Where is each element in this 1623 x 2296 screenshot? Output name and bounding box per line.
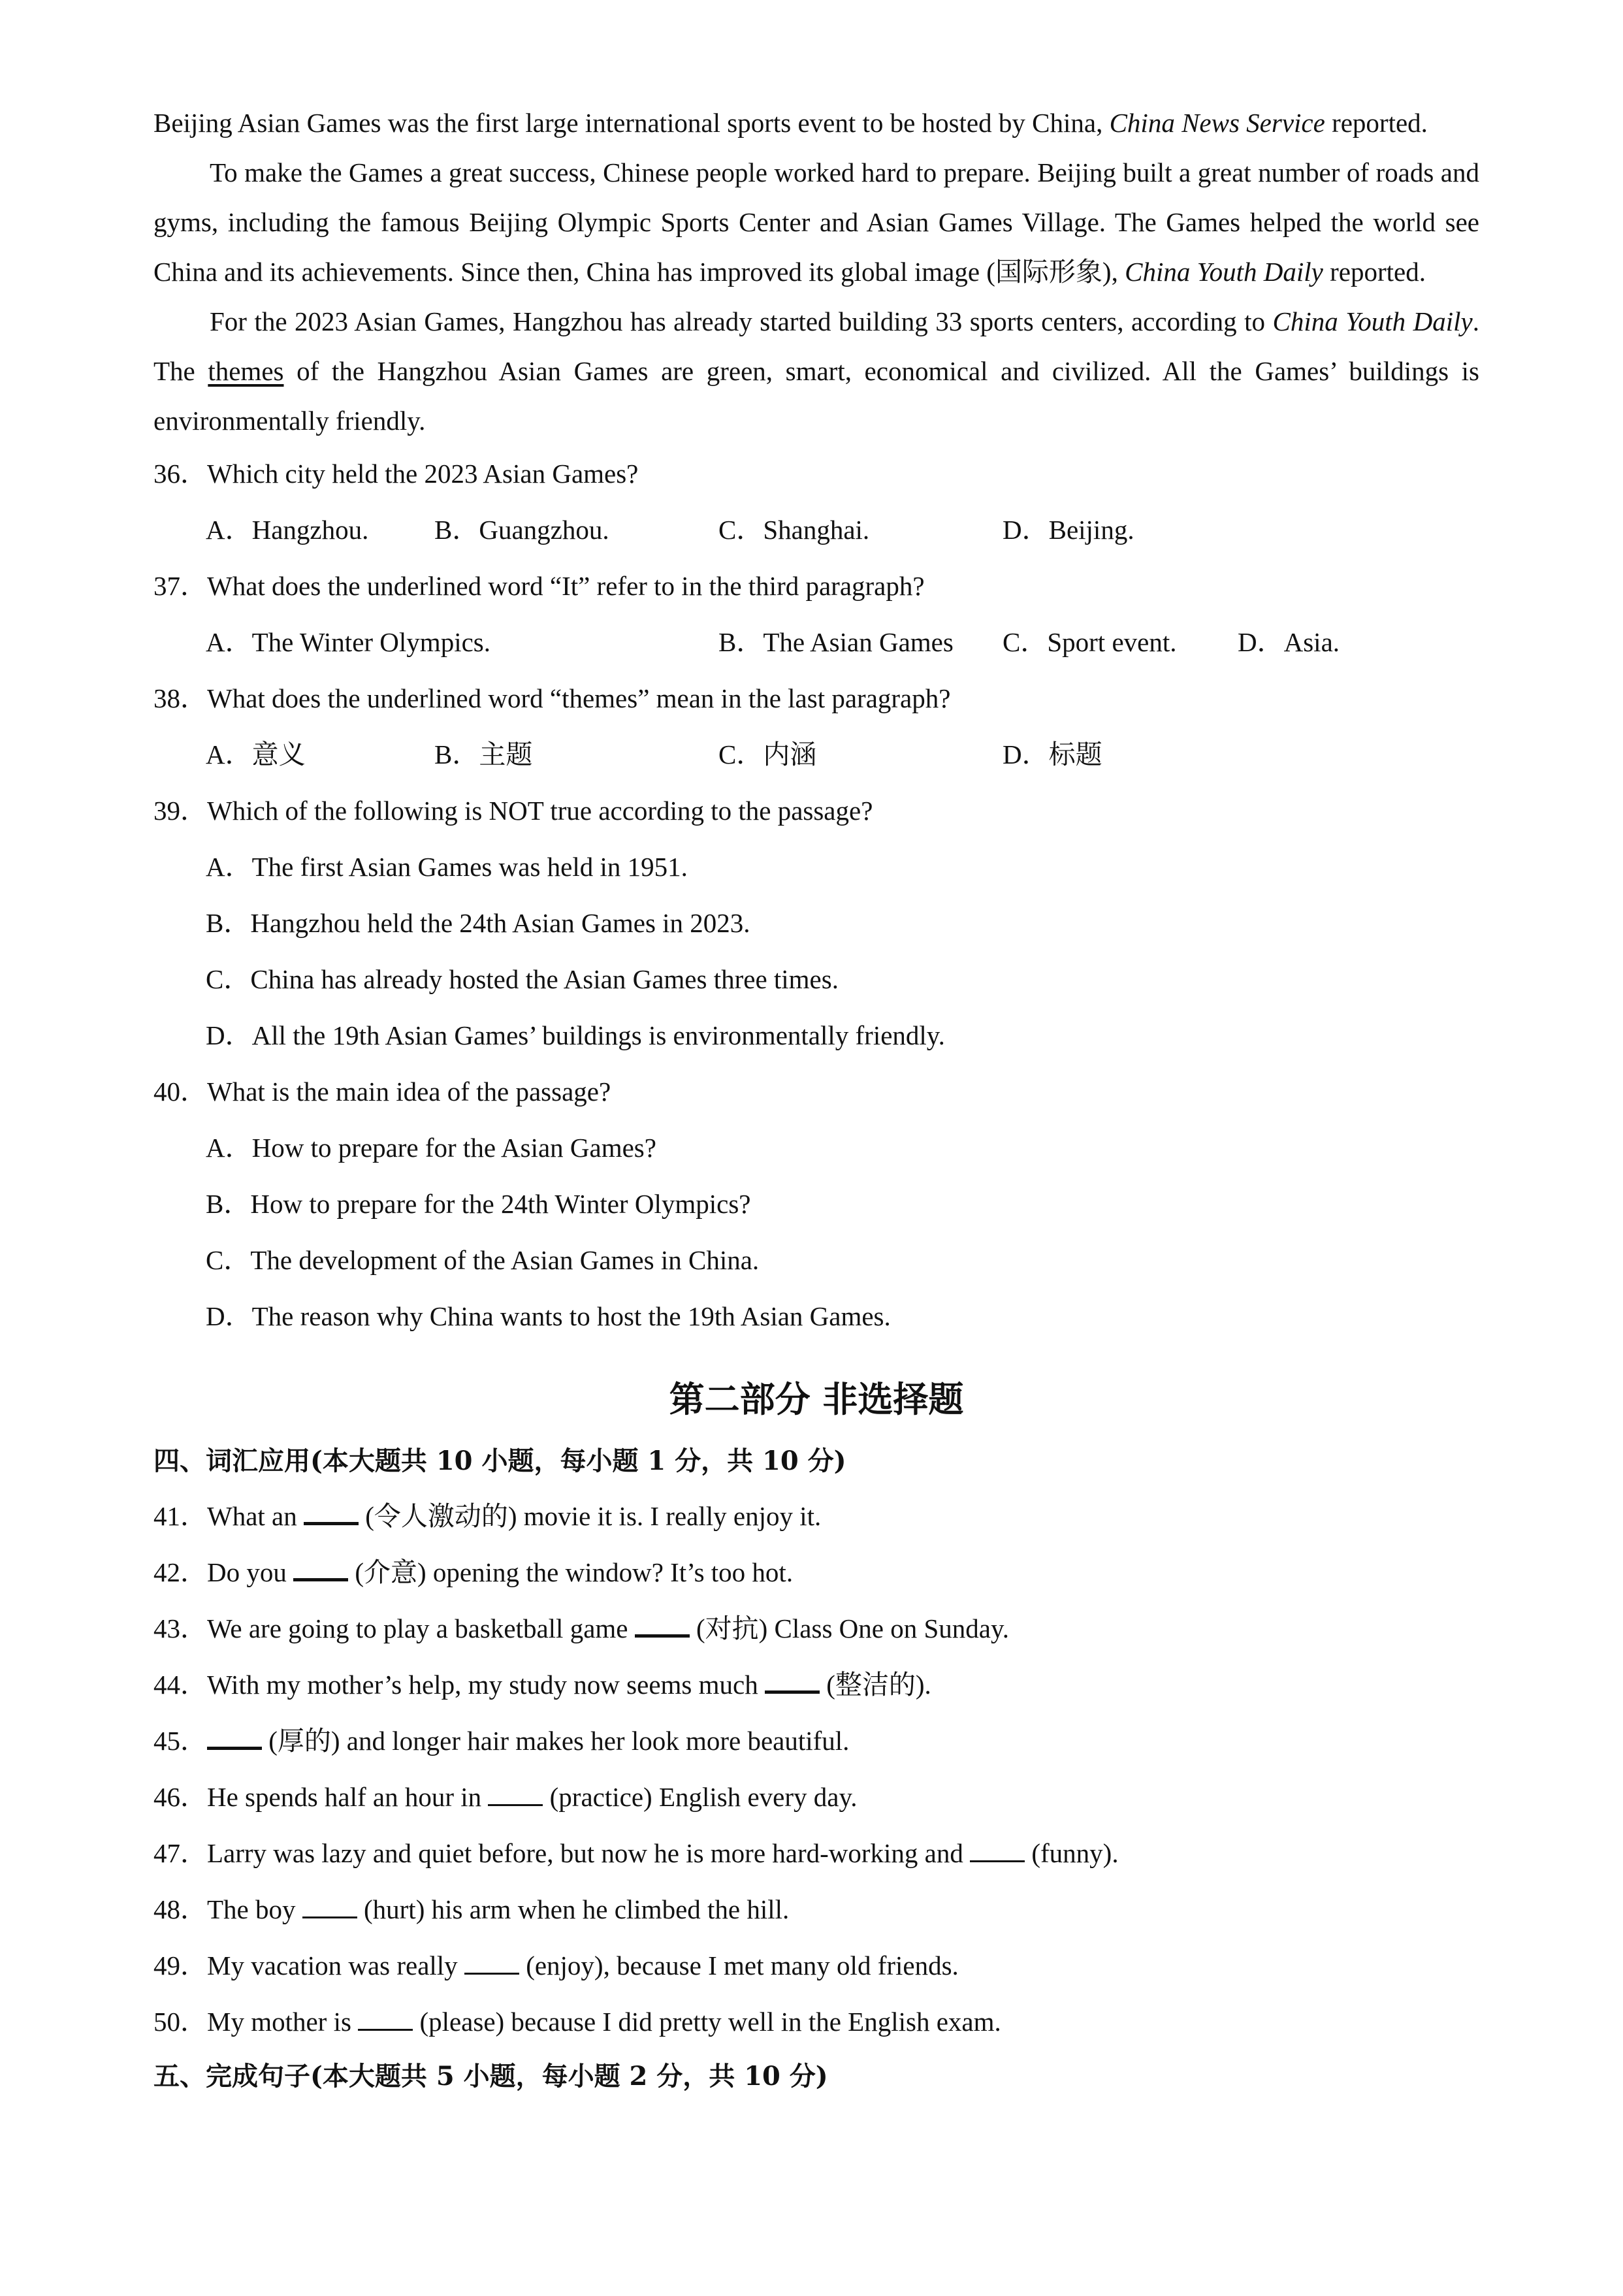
options-38 — [153, 726, 1479, 783]
answer-blank[interactable] — [302, 1892, 357, 1918]
passage-text: reported. — [1325, 108, 1428, 138]
question-text: 47．Larry was lazy and quiet before, but now he is more hard-working and — [153, 1838, 971, 1868]
passage-text: of the Hangzhou Asian Games are green, smart, economical and civilized. All the Games’ buildings is environmentally friendly. — [153, 356, 1479, 436]
source-name: China News Service — [1109, 108, 1325, 138]
option-d: D．Asia. — [1238, 627, 1340, 657]
question-37: 37．What does the underlined word “It” refer to in the third paragraph? — [153, 571, 925, 601]
vocab-question-41 — [153, 1488, 1479, 1544]
vocab-question-50 — [153, 1994, 1479, 2050]
option-d: D．Beijing. — [1003, 515, 1134, 545]
option-c: C．China has already hosted the Asian Games three times. — [206, 964, 839, 994]
answer-blank[interactable] — [304, 1497, 359, 1525]
option-b: B．How to prepare for the 24th Winter Olympics? — [206, 1189, 751, 1219]
question-text: 45． — [153, 1726, 207, 1756]
option-d: D．All the 19th Asian Games’ buildings is environmentally friendly. — [206, 1020, 945, 1050]
options-37 — [153, 614, 1479, 670]
passage-paragraph-3 — [153, 297, 1479, 445]
option-c: C．The development of the Asian Games in China. — [206, 1245, 760, 1275]
source-name: China Youth Daily — [1272, 306, 1473, 336]
part-two-title: 第二部分 非选择题 — [669, 1379, 964, 1420]
answer-blank[interactable] — [464, 1948, 519, 1975]
source-name: China Youth Daily — [1125, 257, 1323, 287]
option-a: A．How to prepare for the Asian Games? — [206, 1133, 656, 1163]
vocab-question-43 — [153, 1600, 1479, 1657]
underlined-word: themes — [208, 356, 284, 386]
question-text: 41．What an — [153, 1501, 304, 1531]
vocab-question-44 — [153, 1657, 1479, 1713]
question-text: 43．We are going to play a basketball game — [153, 1613, 635, 1643]
question-text: (整洁的). — [819, 1670, 931, 1700]
option-c: C．Shanghai. — [718, 515, 870, 545]
section-5-title: 五、完成句子(本大题共 5 小题，每小题 2 分，共 10 分) — [153, 2061, 828, 2092]
section-4-title: 四、词汇应用(本大题共 10 小题，每小题 1 分，共 10 分) — [153, 1446, 846, 1476]
question-text: 44．With my mother’s help, my study now seems much — [153, 1670, 765, 1700]
option-a: A．意义 — [206, 739, 306, 769]
passage-paragraph-1 — [153, 98, 1479, 148]
answer-blank[interactable] — [765, 1666, 820, 1694]
option-c: C．Sport event. — [1003, 627, 1177, 657]
question-text: (practice) English every day. — [543, 1782, 858, 1812]
answer-blank[interactable] — [635, 1609, 690, 1638]
answer-blank[interactable] — [207, 1722, 262, 1750]
passage-paragraph-2 — [153, 148, 1479, 297]
vocab-question-42 — [153, 1544, 1479, 1600]
vocab-question-45 — [153, 1713, 1479, 1769]
question-text: 42．Do you — [153, 1557, 294, 1587]
question-38: 38．What does the underlined word “themes” mean in the last paragraph? — [153, 683, 951, 713]
option-b: B．主题 — [434, 739, 533, 769]
vocab-question-48 — [153, 1881, 1479, 1937]
vocab-question-49 — [153, 1937, 1479, 1994]
passage-text: . The — [153, 306, 1479, 386]
question-text: 50．My mother is — [153, 2007, 359, 2037]
passage-text: Beijing Asian Games was the first large international sports event to be hosted by China, — [153, 108, 1110, 138]
passage-text: reported. — [1323, 257, 1426, 287]
question-text: 49．My vacation was really — [153, 1950, 464, 1981]
question-text: (介意) opening the window? It’s too hot. — [348, 1557, 794, 1587]
question-36: 36．Which city held the 2023 Asian Games? — [153, 459, 639, 489]
exam-content — [153, 98, 1479, 2103]
question-40: 40．What is the main idea of the passage? — [153, 1076, 611, 1107]
question-text: (funny). — [1025, 1838, 1119, 1868]
option-a: A．The Winter Olympics. — [206, 627, 490, 657]
question-text: 48．The boy — [153, 1894, 302, 1924]
question-39: 39．Which of the following is NOT true according to the passage? — [153, 796, 873, 826]
option-a: A．The first Asian Games was held in 1951. — [206, 852, 688, 882]
question-text: 46．He spends half an hour in — [153, 1782, 489, 1812]
question-text: (对抗) Class One on Sunday. — [689, 1613, 1010, 1643]
vocab-question-47 — [153, 1825, 1479, 1881]
answer-blank[interactable] — [358, 2004, 413, 2031]
question-text: (please) because I did pretty well in the English exam. — [413, 2007, 1001, 2037]
answer-blank[interactable] — [293, 1553, 348, 1581]
question-text: (令人激动的) movie it is. I really enjoy it. — [358, 1501, 822, 1531]
question-text: (厚的) and longer hair makes her look more beautiful. — [262, 1726, 850, 1756]
option-d: D．标题 — [1003, 739, 1102, 769]
option-b: B．Hangzhou held the 24th Asian Games in 2023. — [206, 908, 750, 938]
answer-blank[interactable] — [488, 1779, 543, 1806]
vocab-question-46 — [153, 1769, 1479, 1825]
options-36 — [153, 502, 1479, 558]
question-text: (enjoy), because I met many old friends. — [519, 1950, 959, 1981]
passage-text: To make the Games a great success, Chinese people worked hard to prepare. Beijing built a great number of roads and gyms, including the famous Beijing Olympic Sports Center and Asian Games Village. The Games helped the world see China and its achievements. Since then, China has improved its global image (国际形象), — [153, 157, 1479, 287]
option-b: B．The Asian Games — [718, 627, 954, 657]
question-text: (hurt) his arm when he climbed the hill. — [357, 1894, 790, 1924]
option-b: B．Guangzhou. — [434, 515, 609, 545]
answer-blank[interactable] — [970, 1835, 1025, 1862]
option-a: A．Hangzhou. — [206, 515, 369, 545]
option-d: D．The reason why China wants to host the 19th Asian Games. — [206, 1301, 891, 1331]
option-c: C．内涵 — [718, 739, 817, 769]
passage-text: For the 2023 Asian Games, Hangzhou has already started building 33 sports centers, according to — [210, 306, 1273, 336]
